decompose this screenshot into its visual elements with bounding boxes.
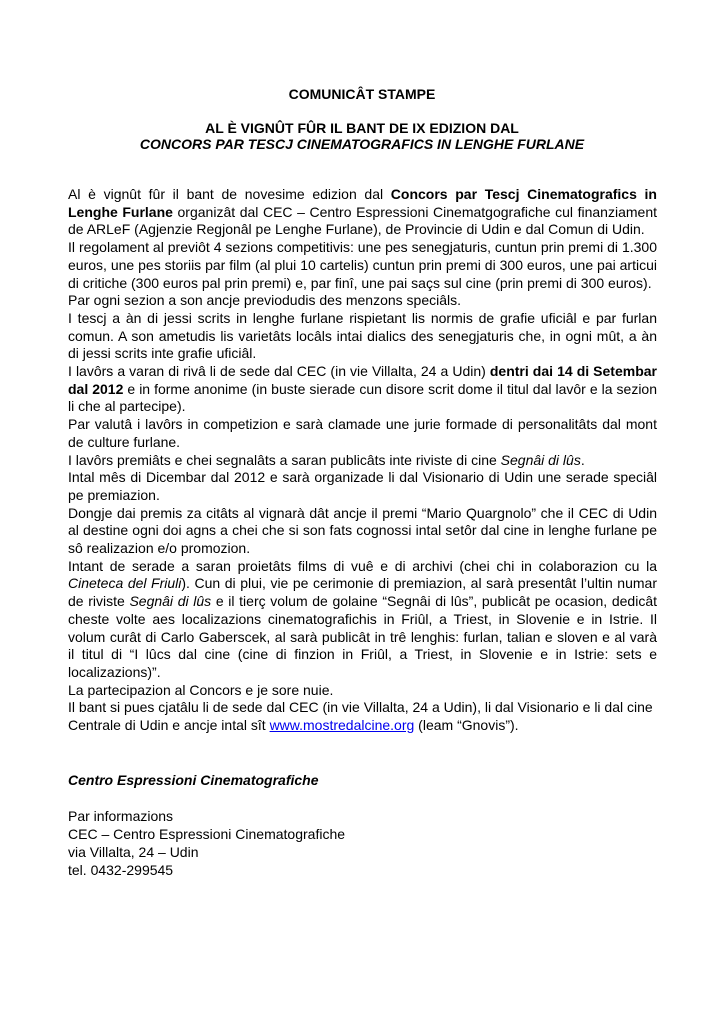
signature: Centro Espressioni Cinematografiche [68,772,319,788]
contact-org: CEC – Centro Espressioni Cinematografiche [68,826,346,842]
subtitle-line-1: AL È VIGNÛT FÛR IL BANT DE IX EDIZION DAL [205,120,519,136]
contact-address: via Villalta, 24 – Udin [68,844,199,860]
paragraph-intro [68,186,657,239]
paragraph-sections: Il regolament al previôt 4 sezions competitivis: une pes senegjaturis, cuntun prin premi di 1.300 euros, une pes storiis par film (al plui 10 cartelis) cuntun prin premi di 300 euros, une pai articui di critiche (300 euros pal prin premi) e, par finî, une pai saçs sul cine (prin premi di 300 euros). [68,239,657,291]
paragraph-mentions: Par ogni sezion a son ancje previodudis des menzons speciâls. [68,292,462,309]
contact-phone: tel. 0432-299545 [68,862,174,878]
body-text [68,186,657,735]
contest-name: Concors par Tescj Cinematografics in Lenghe Furlane [68,186,657,220]
website-link[interactable]: www.mostredalcine.org [269,717,415,734]
paragraph-deadline [68,363,657,416]
text-run: I lavôrs a varan di rivâ li de sede dal CEC (in vie Villalta, 24 a Udin) [68,363,490,380]
text-run: I lavôrs premiâts e chei segnalâts a saran publicâts inte riviste di cine [68,451,501,468]
cineteca-name: Cineteca del Friuli [68,575,182,592]
contact-block [68,807,345,879]
text-run: e in forme anonime (in buste sierade cun disore scrit dome il titul dal lavôr e la sezion li che al partecipe). [68,380,658,415]
text-run: e il tierç volum de golaine “Segnâi di lûs”, publicât pe ocasion, dedicât cheste volte aes localizazions cinematografichis in Friûl, a Triest, in Slovenie e in Istrie. Il volum curât di Carlo Gaberscek, al sarà publicât in trê lenghis: furlan, talian e sloven e al varà il titul di “I lûcs dal cine (cine di finzion in Friûl, a Triest, in Slovenie e in Istrie: sets e localizazions)”. [68,593,657,680]
text-run: Il bant si pues cjatâlu li de sede dal CEC (in vie Villalta, 24 a Udin), li dal Visionario e li dal cine Centrale di Udin e ancje intal sît [68,699,653,734]
magazine-name: Segnâi di lûs [500,451,581,468]
paragraph-free-participation: La partecipazion al Concors e je sore nuie. [68,681,334,698]
paragraph-quargnolo-prize: Dongje dai premis za citâts al vignarà dât ancje il premi “Mario Quargnolo” che il CEC di Udin al destine ogni doi agns a chei che si son fats cognossi intal setôr dal cine in lenghe furlane pe sô realizazion e/o promozion. [68,504,657,557]
text-run: (leam “Gnovis”). [414,717,519,734]
contact-heading: Par informazions [68,808,174,824]
text-run: Al è vignût fûr il bant de novesime edizion dal [68,186,391,202]
paragraph-award-evening: Intal mês di Dicembar dal 2012 e sarà organizade li dal Visionario di Udin une serade speciâl pe premiazion. [68,469,657,503]
text-run: Intant de serade a saran proietâts films di vuê e di archivi (chei chi in colaborazion cu la [68,557,657,574]
subtitle-line-2: CONCORS PAR TESCJ CINEMATOGRAFICS IN LENGHE FURLANE [139,136,585,152]
document-title: COMUNICÂT STAMPE [288,86,436,102]
paragraph-screenings [68,558,657,682]
magazine-name: Segnâi di lûs [129,593,212,610]
paragraph-jury: Par valutâ i lavôrs in competizion e sarà clamade une jurie formade di personalitâts dal mont de culture furlane. [68,416,657,450]
text-run: ). Cun di plui, vie pe cerimonie di premiazion, al sarà presentât l’ultin numar de riviste [68,575,657,610]
paragraph-publication [68,452,657,470]
deadline-date: dentri dai 14 di Setembar dal 2012 [68,363,657,397]
text-run: . [580,451,585,468]
paragraph-language: I tescj a àn di jessi scrits in lenghe furlane rispietant lis normis de grafie uficiâl e par furlan comun. A son ametudis lis varietâts locâls intai dialics des senegjaturis che, in ogni mût, a àn di jessi scrits inte grafie uficiâl. [68,309,657,362]
text-run: organizât dal CEC – Centro Espressioni Cinematgografiche cul finanziament de ARLeF (Agjenzie Regjonâl pe Lenghe Furlane), de Provincie di Udin e dal Comun di Udin. [68,203,657,238]
paragraph-availability [68,699,657,734]
